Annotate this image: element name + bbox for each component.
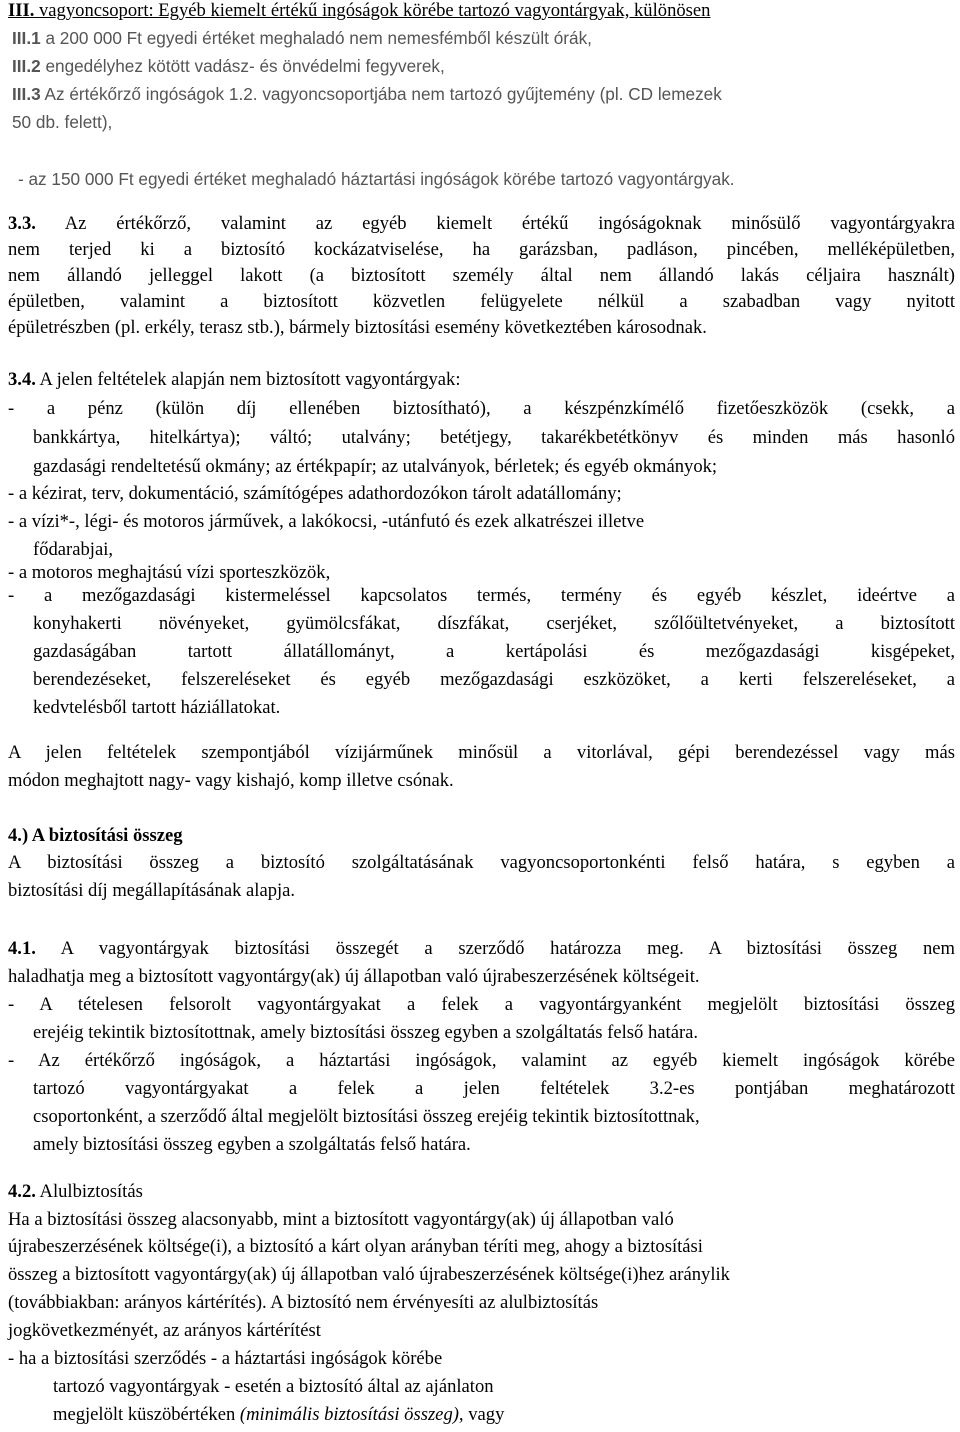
paragraph-4-2-heading: [8, 1183, 143, 1202]
paragraph-line: csoportonként, a szerződő által megjelölt biztosítási összeg erejéig tekintik biztosítottnak,: [33, 1106, 700, 1127]
section-iii-item-1: [12, 30, 592, 47]
section-iii-label: III.: [8, 0, 35, 21]
paragraph-line: [8, 940, 955, 959]
paragraph-title: Alulbiztosítás: [35, 1181, 143, 1202]
paragraph-number: 3.4.: [8, 369, 36, 390]
paragraph-line: Ha a biztosítási összeg alacsonyabb, mint a biztosított vagyontárgy(ak) új állapotban való: [8, 1209, 674, 1230]
paragraph-line: jogkövetkezményét, az arányos kártérítést: [8, 1320, 321, 1341]
paragraph-line: [8, 215, 955, 234]
section-iii-item-3: [12, 86, 722, 103]
paragraph-line: haladhatja meg a biztosított vagyontárgy(ak) új állapotban való újrabeszerzésének költségeit.: [8, 966, 700, 987]
paragraph-text: A vagyontárgyak biztosítási összegét a szerződő határozza meg. A biztosítási összeg nem: [35, 938, 955, 959]
italic-text: (minimális biztosítási összeg),: [235, 1404, 464, 1425]
paragraph-number: 4.1.: [8, 938, 36, 959]
list-item-line: - a vízi*-, légi- és motoros járművek, a lakókocsi, -utánfutó és ezek alkatrészei illetve: [8, 511, 645, 532]
paragraph-line: [53, 1406, 504, 1425]
list-item-line: - a kézirat, terv, dokumentáció, számítógépes adathordozókon tárolt adatállomány;: [8, 483, 622, 504]
watercraft-note-line: A jelen feltételek szempontjából vízijárműnek minősül a vitorlával, gépi berendezéssel vagy más: [8, 742, 955, 763]
item-number: III.2: [12, 56, 41, 76]
paragraph-line: tartozó vagyontárgyakat a felek a jelen feltételek 3.2-es pontjában meghatározott: [33, 1078, 955, 1099]
list-item-line: - a mezőgazdasági kistermeléssel kapcsolatos termés, termény és egyéb készlet, ideértve a: [8, 585, 955, 606]
paragraph-text: A jelen feltételek alapján nem biztosított vagyontárgyak:: [35, 369, 461, 390]
item-text: engedélyhez kötött vadász- és önvédelmi fegyverek,: [40, 56, 445, 76]
paragraph-line: nem állandó jelleggel lakott (a biztosított személy által nem állandó lakás céljaira használt): [8, 265, 955, 286]
item-number: III.3: [12, 84, 41, 104]
paragraph-text: Az értékőrző, valamint az egyéb kiemelt értékű ingóságoknak minősülő vagyontárgyakra: [35, 213, 955, 234]
list-item-line: bankkártya, hitelkártya); váltó; utalvány; betétjegy, takarékbetétkönyv és minden más hasonló: [33, 427, 955, 448]
item-number: III.1: [12, 28, 41, 48]
paragraph-line: amely biztosítási összeg egyben a szolgáltatás felső határa.: [33, 1134, 471, 1155]
paragraph-line: épületrészben (pl. erkély, terasz stb.), bármely biztosítási esemény következtében károsodnak.: [8, 317, 707, 338]
paragraph-line: (továbbiakban: arányos kártérítés). A biztosító nem érvényesíti az alulbiztosítás: [8, 1292, 599, 1313]
section-4-title: 4.) A biztosítási összeg: [8, 825, 183, 846]
list-item-line: gazdasági rendeltetésű okmány; az értékpapír; az utalványok, bérletek; és egyéb okmányok;: [33, 456, 718, 477]
paragraph-line: újrabeszerzésének költsége(i), a biztosító a kárt olyan arányban téríti meg, ahogy a biztosítási: [8, 1236, 703, 1257]
paragraph-line: tartozó vagyontárgyak - esetén a biztosító által az ajánlaton: [53, 1376, 494, 1397]
paragraph-number: 3.3.: [8, 213, 36, 234]
list-item-line: kedvtelésből tartott háziállatokat.: [33, 697, 281, 718]
paragraph-line: erejéig tekintik biztosítottnak, amely biztosítási összeg egyben a szolgáltatás felső határa.: [33, 1022, 699, 1043]
paragraph-line: összeg a biztosított vagyontárgy(ak) új állapotban való újrabeszerzésének költsége(i)hez aránylik: [8, 1264, 730, 1285]
paragraph-line: - A tételesen felsorolt vagyontárgyakat a felek a vagyontárgyanként megjelölt biztosítási összeg: [8, 994, 955, 1015]
household-note: - az 150 000 Ft egyedi értéket meghaladó háztartási ingóságok körébe tartozó vagyontárgyak.: [18, 169, 735, 189]
paragraph-text: megjelölt küszöbértéken: [53, 1404, 236, 1425]
list-item-line: - a pénz (külön díj ellenében biztosítható), a készpénzkímélő fizetőeszközök (csekk, a: [8, 398, 955, 419]
list-item-line: berendezéseket, felszereléseket és egyéb mezőgazdasági eszközöket, a kerti felszereléseket, a: [33, 669, 955, 690]
list-item-line: - a motoros meghajtású vízi sporteszközök,: [8, 562, 331, 583]
paragraph-line: [8, 371, 461, 390]
paragraph-line: nem terjed ki a biztosító kockázatviselése, ha garázsban, padláson, pincében, melléképületben,: [8, 239, 955, 260]
paragraph-number: 4.2.: [8, 1181, 36, 1202]
paragraph-line: - Az értékőrző ingóságok, a háztartási ingóságok, valamint az egyéb kiemelt ingóságok körébe: [8, 1050, 955, 1071]
paragraph-line: - ha a biztosítási szerződés - a háztartási ingóságok körébe: [8, 1348, 443, 1369]
list-item-line: konyhakerti növényeket, gyümölcsfákat, díszfákat, cserjéket, szőlőültetvényeket, a biztosított: [33, 613, 955, 634]
item-text: Az értékőrző ingóságok 1.2. vagyoncsoportjába nem tartozó gyűjtemény (pl. CD lemezek: [40, 84, 722, 104]
section-iii-heading: [8, 2, 710, 21]
list-item-line: gazdaságában tartott állatállományt, a kertápolási és mezőgazdasági kisgépeket,: [33, 641, 955, 662]
section-iii-item-2: [12, 58, 445, 75]
list-item-line: fődarabjai,: [33, 539, 114, 560]
section-iii-title: vagyoncsoport: Egyéb kiemelt értékű ingóságok körébe tartozó vagyontárgyak, különösen: [34, 0, 711, 21]
paragraph-line: épületben, valamint a biztosított közvetlen felügyelete nélkül a szabadban vagy nyitott: [8, 291, 955, 312]
section-4-line: biztosítási díj megállapításának alapja.: [8, 880, 296, 901]
watercraft-note-line: módon meghajtott nagy- vagy kishajó, komp illetve csónak.: [8, 770, 454, 791]
item-text: a 200 000 Ft egyedi értéket meghaladó nem nemesfémből készült órák,: [40, 28, 592, 48]
section-iii-item-3-cont: 50 db. felett),: [12, 112, 113, 132]
section-4-line: A biztosítási összeg a biztosító szolgáltatásának vagyoncsoportonkénti felső határa, s egyben a: [8, 852, 955, 873]
paragraph-text: vagy: [463, 1404, 505, 1425]
